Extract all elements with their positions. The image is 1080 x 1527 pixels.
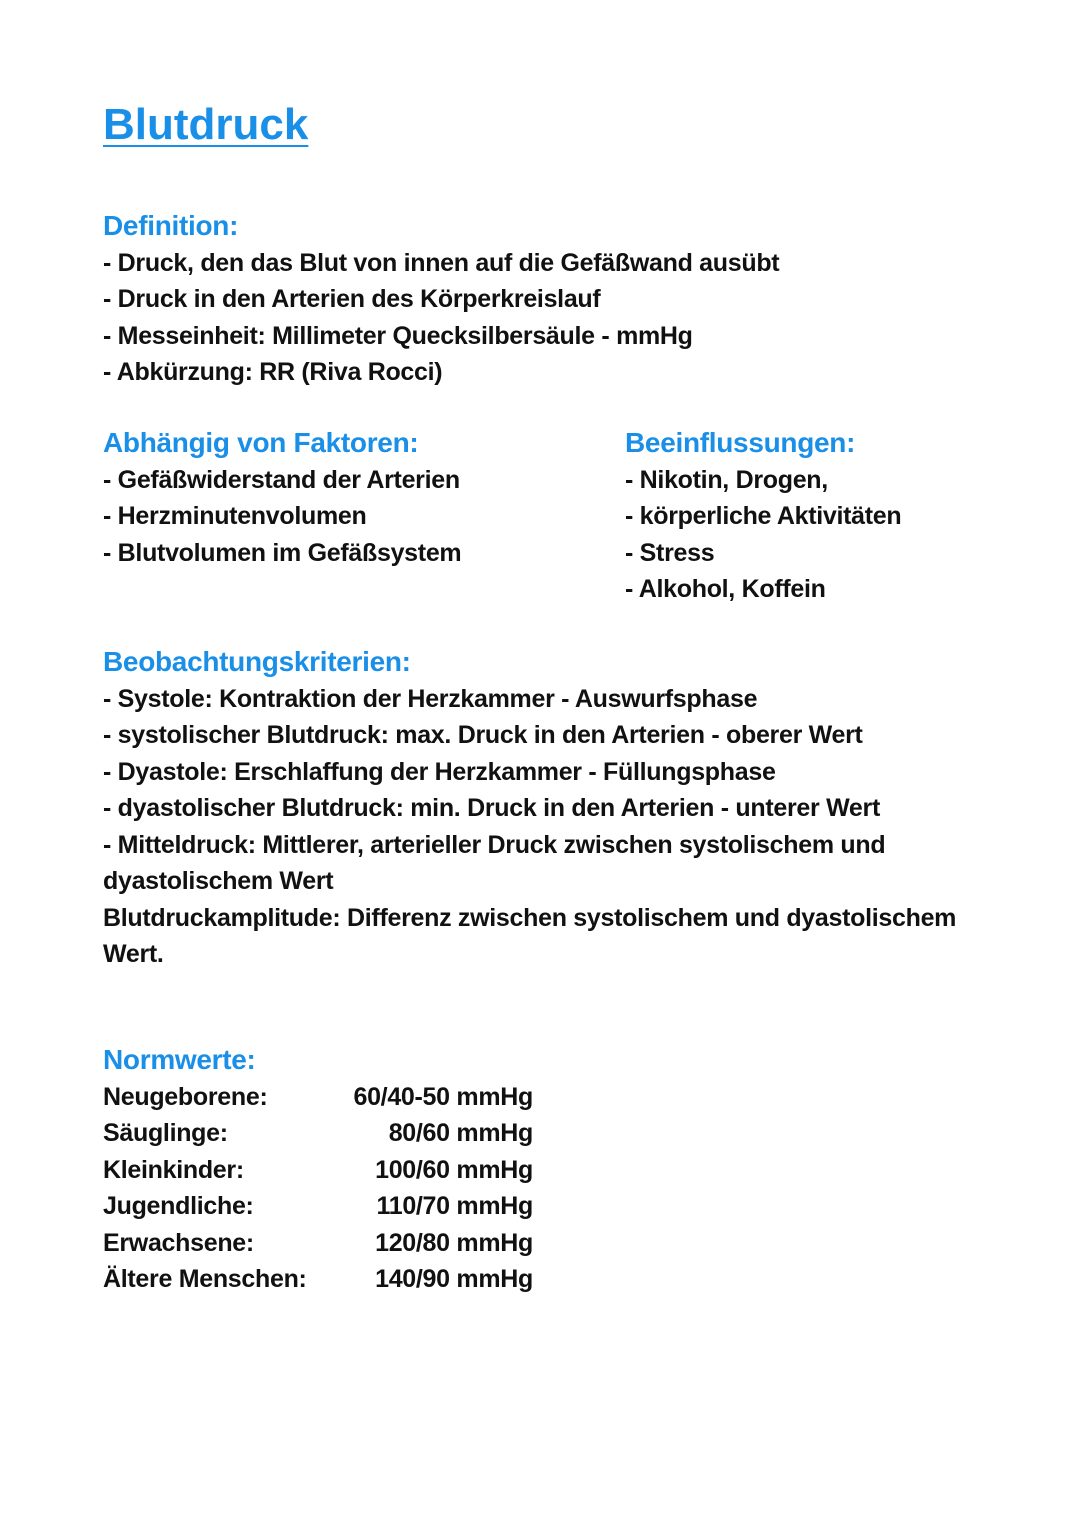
list-item: - Abkürzung: RR (Riva Rocci) bbox=[103, 358, 443, 386]
list-item: - Messeinheit: Millimeter Quecksilbersäule - mmHg bbox=[103, 321, 693, 350]
influences-heading: Beeinflussungen: bbox=[625, 427, 856, 458]
list-item: - Gefäßwiderstand der Arterien bbox=[103, 465, 460, 494]
norms-heading: Normwerte: bbox=[103, 1044, 256, 1075]
list-item: - körperliche Aktivitäten bbox=[625, 502, 902, 530]
criteria-section bbox=[103, 644, 983, 973]
norm-row bbox=[103, 1152, 603, 1189]
list-item: - Alkohol, Koffein bbox=[625, 575, 826, 603]
list-item: - Herzminutenvolumen bbox=[103, 502, 367, 530]
norm-row bbox=[103, 1261, 603, 1298]
factors-section bbox=[103, 425, 603, 571]
norm-row bbox=[103, 1079, 603, 1116]
norm-value: 140/90 mmHg bbox=[375, 1265, 533, 1293]
norm-row bbox=[103, 1188, 603, 1225]
list-item: - dyastolischer Blutdruck: min. Druck in den Arterien - unterer Wert bbox=[103, 794, 880, 822]
influences-section bbox=[625, 425, 1045, 608]
norm-row bbox=[103, 1115, 603, 1152]
list-item: - Dyastole: Erschlaffung der Herzkammer - Füllungsphase bbox=[103, 757, 776, 786]
norm-value: 120/80 mmHg bbox=[375, 1228, 533, 1257]
norm-value: 100/60 mmHg bbox=[375, 1155, 533, 1184]
list-item: - Blutvolumen im Gefäßsystem bbox=[103, 538, 462, 567]
list-item: - Mitteldruck: Mittlerer, arterieller Druck zwischen systolischem und dyastolischem Wert bbox=[103, 830, 886, 895]
criteria-heading: Beobachtungskriterien: bbox=[103, 646, 411, 677]
norms-section bbox=[103, 1042, 603, 1298]
definition-heading: Definition: bbox=[103, 210, 239, 241]
norm-label: Jugendliche: bbox=[103, 1192, 254, 1220]
norm-label: Erwachsene: bbox=[103, 1228, 254, 1257]
list-item: - Stress bbox=[625, 538, 715, 567]
list-item: - Nikotin, Drogen, bbox=[625, 465, 828, 494]
norm-label: Kleinkinder: bbox=[103, 1155, 244, 1184]
list-item: Blutdruckamplitude: Differenz zwischen systolischem und dyastolischem Wert. bbox=[103, 903, 957, 968]
list-item: - Systole: Kontraktion der Herzkammer - Auswurfsphase bbox=[103, 684, 758, 713]
definition-section bbox=[103, 208, 1003, 391]
norm-label: Säuglinge: bbox=[103, 1119, 228, 1147]
list-item: - Druck, den das Blut von innen auf die Gefäßwand ausübt bbox=[103, 248, 780, 277]
page-title: Blutdruck bbox=[103, 100, 309, 149]
list-item: - systolischer Blutdruck: max. Druck in den Arterien - oberer Wert bbox=[103, 721, 863, 749]
factors-heading: Abhängig von Faktoren: bbox=[103, 427, 419, 458]
norm-value: 80/60 mmHg bbox=[388, 1119, 533, 1147]
norm-label: Ältere Menschen: bbox=[103, 1265, 307, 1293]
norm-row bbox=[103, 1225, 603, 1262]
list-item: - Druck in den Arterien des Körperkreislauf bbox=[103, 285, 601, 313]
norm-label: Neugeborene: bbox=[103, 1082, 268, 1111]
norm-value: 110/70 mmHg bbox=[376, 1192, 533, 1220]
norm-value: 60/40-50 mmHg bbox=[353, 1082, 533, 1111]
